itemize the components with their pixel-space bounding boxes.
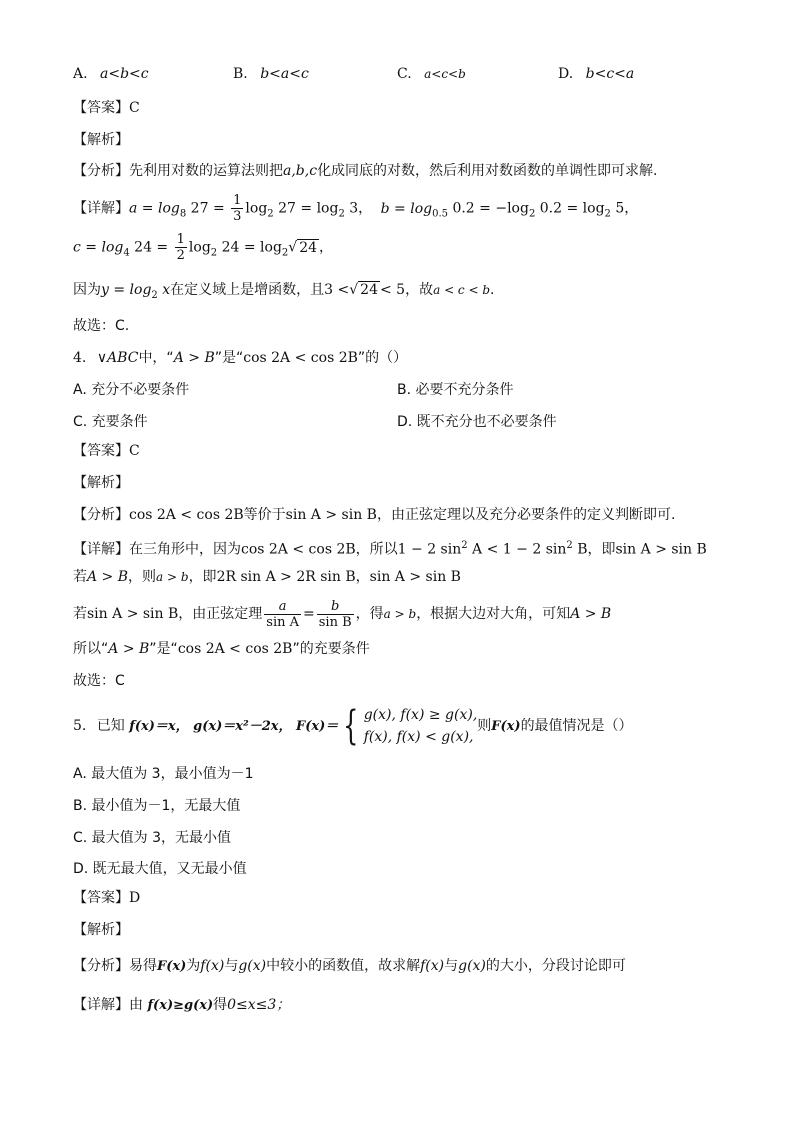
answer-tag: 【答案】 (73, 100, 129, 116)
q3-option-c: C. a<c<b (397, 66, 466, 82)
q4-analysis-tag: 【解析】 (73, 475, 129, 491)
q5-analysis-tag: 【解析】 (73, 922, 129, 938)
q4-option-d: D. 既不充分也不必要条件 (397, 414, 557, 430)
q4-option-c: C. 充要条件 (73, 414, 148, 430)
q5-option-c: C. 最大值为 3，无最小值 (73, 830, 232, 846)
q3-choose: 故选：C. (73, 318, 130, 334)
q4-answer: 【答案】C (73, 443, 140, 459)
q4-choose: 故选：C (73, 673, 125, 689)
q5-option-d: D. 既无最大值，又无最小值 (73, 861, 247, 877)
q4-detail-line2: 若A > B，则a > b，即2R sin A > 2R sin B，sin A > sin B (73, 569, 461, 585)
q3-option-d: D. b<c<a (558, 66, 635, 82)
fraction-b-over-sinB: $\frac{b}{\text{sin B}}$ (318, 598, 352, 630)
q4-option-b: B. 必要不充分条件 (397, 382, 514, 398)
q3-detail-line1: 【详解】$a = \log_8 27$ = $\frac{1}{3}$ $\log_2 27 = \log_2 3$， $b = \log_{0.5} 0.2 = -\log_2$ $0.2 = \log_2 5$， (73, 193, 639, 224)
fraction-a-over-sinA: $\frac{a}{\text{sin A}}$ (266, 598, 300, 630)
fraction-one-half: $\frac{1}{2}$ (176, 232, 185, 263)
q3-detail-line3: 因为$y = \log_2 x$在定义域上是增函数，且3 <√ 24 < 5，故a < c < b. (73, 282, 495, 301)
q5-answer: 【答案】D (73, 890, 141, 906)
q5-option-a: A. 最大值为 3，最小值为－1 (73, 766, 254, 782)
q3-option-a: A. a<b<c (73, 66, 149, 82)
q3-detail-line2: $c = \log_4 24$ = $\frac{1}{2}$ $\log_2 24 = \log_2√$ 24 ， (73, 232, 334, 263)
q5-fenxi: 【分析】易得F(x)为f(x)与g(x)中较小的函数值，故求解f(x)与g(x)的大小，分段讨论即可 (73, 958, 626, 974)
q4-option-a: A. 充分不必要条件 (73, 382, 190, 398)
q4-detail-line3: 若sin A > sin B，由正弦定理 $\frac{a}{\text{sin A}}$ = $\frac{b}{\text{sin B}}$ ，得a > b，根据大边对大角，可知A > B (73, 598, 612, 630)
piecewise-brace: { (343, 703, 359, 749)
q4-fenxi: 【分析】cos 2A < cos 2B等价于sin A > sin B，由正弦定理以及充分必要条件的定义判断即可. (73, 507, 676, 523)
q3-answer: 【答案】C (73, 100, 140, 116)
q3-analysis-tag: 【解析】 (73, 132, 129, 148)
fraction-one-third: $\frac{1}{3}$ (233, 193, 242, 224)
q4-stem: 4. ∨ABC中，“A > B”是“cos 2A < cos 2B”的（） (73, 350, 408, 366)
q5-option-b: B. 最小值为－1，无最大值 (73, 798, 241, 814)
q5-detail-line1: 【详解】由 f(x)≥g(x)得0≤x≤3； (73, 997, 291, 1013)
piecewise-cases: g(x), f(x) ≥ g(x), f(x), f(x) < g(x), (363, 707, 478, 745)
q4-detail-line4: 所以“A > B”是“cos 2A < cos 2B”的充要条件 (73, 641, 370, 657)
q4-detail-line1: 【详解】在三角形中，因为cos 2A < cos 2B，所以1 − 2 $\sin^2 A < 1 - 2$ $\sin^2 B$，即sin A > sin B (73, 540, 707, 558)
q3-fenxi: 【分析】先利用对数的运算法则把a,b,c化成同底的对数，然后利用对数函数的单调性即可求解. (73, 163, 658, 179)
q5-stem: 5. 已知 f(x)＝x， g(x)＝x²－2x， F(x)＝ { g(x), f(x) ≥ g(x), f(x), f(x) < g(x), 则F(x)的最值情况是（） (73, 703, 633, 749)
q3-option-b: B. b<a<c (233, 66, 309, 82)
